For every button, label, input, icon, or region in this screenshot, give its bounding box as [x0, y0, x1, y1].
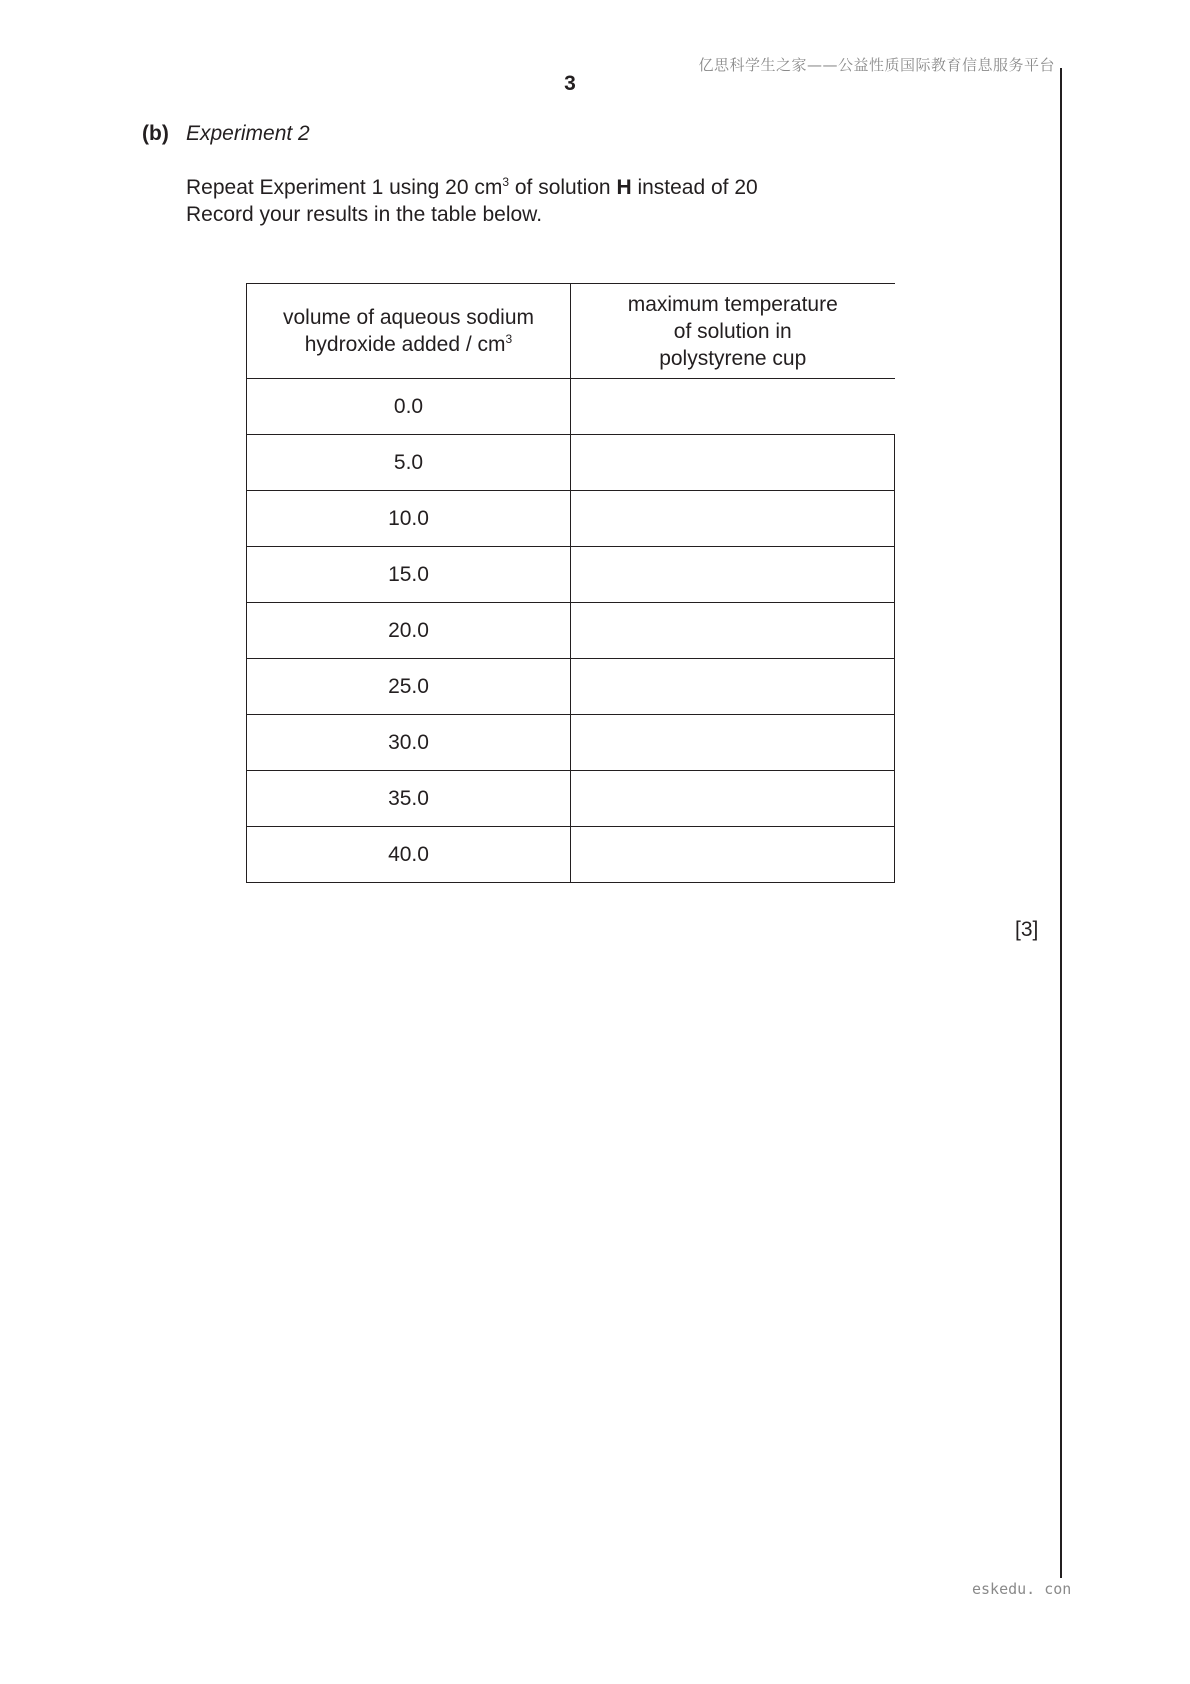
volume-cell: 15.0: [247, 547, 571, 603]
instruction-line-1: [186, 174, 758, 201]
header-volume-line-1: volume of aqueous sodium: [283, 306, 534, 329]
volume-cell: 20.0: [247, 603, 571, 659]
header-volume-superscript: 3: [505, 332, 513, 346]
watermark-top: 亿思科学生之家——公益性质国际教育信息服务平台: [698, 56, 1055, 74]
temperature-cell[interactable]: [571, 771, 895, 827]
volume-cell: 5.0: [247, 435, 571, 491]
volume-cell: 40.0: [247, 827, 571, 883]
header-volume-line-2: [247, 331, 570, 358]
temperature-cell[interactable]: [571, 715, 895, 771]
instruction-line-2: Record your results in the table below.: [186, 203, 543, 226]
temperature-cell[interactable]: [571, 827, 895, 883]
instruction-solution-label: H: [616, 176, 632, 199]
table-row: [247, 659, 895, 715]
temperature-cell[interactable]: [571, 379, 895, 435]
volume-cell: 35.0: [247, 771, 571, 827]
table-header-row: [247, 284, 895, 379]
temperature-cell[interactable]: [571, 435, 895, 491]
table-row: [247, 379, 895, 435]
part-label: (b): [142, 122, 169, 145]
temperature-cell[interactable]: [571, 659, 895, 715]
instruction-text-a: Repeat Experiment 1 using 20 cm: [186, 176, 503, 199]
table-row: [247, 771, 895, 827]
header-temperature-line-1: maximum temperature: [627, 292, 838, 316]
instruction-superscript: 3: [502, 175, 510, 189]
volume-cell: 25.0: [247, 659, 571, 715]
table-row: [247, 715, 895, 771]
instruction-text-c: instead of 20: [631, 176, 758, 199]
part-title: Experiment 2: [186, 122, 310, 145]
volume-cell: 10.0: [247, 491, 571, 547]
table-row: [247, 435, 895, 491]
header-temperature: [571, 284, 895, 379]
table-row: [247, 491, 895, 547]
margin-rule: [1060, 68, 1062, 1578]
table-row: [247, 827, 895, 883]
temperature-cell[interactable]: [571, 547, 895, 603]
header-volume-unit-text: hydroxide added / cm: [304, 333, 506, 356]
temperature-cell[interactable]: [571, 603, 895, 659]
marks-allocation: [3]: [1015, 918, 1039, 941]
results-table: [246, 283, 895, 883]
page-number: 3: [564, 72, 576, 95]
header-temperature-line-2: of solution in: [673, 319, 792, 343]
header-temperature-line-3: polystyrene cup: [659, 346, 807, 370]
table-row: [247, 603, 895, 659]
watermark-bottom: eskedu. con: [972, 1580, 1072, 1598]
instruction-text-b: of solution: [509, 176, 617, 199]
volume-cell: 0.0: [247, 379, 571, 435]
instructions: [186, 174, 758, 228]
header-volume: [247, 284, 571, 379]
table-row: [247, 547, 895, 603]
volume-cell: 30.0: [247, 715, 571, 771]
temperature-cell[interactable]: [571, 491, 895, 547]
